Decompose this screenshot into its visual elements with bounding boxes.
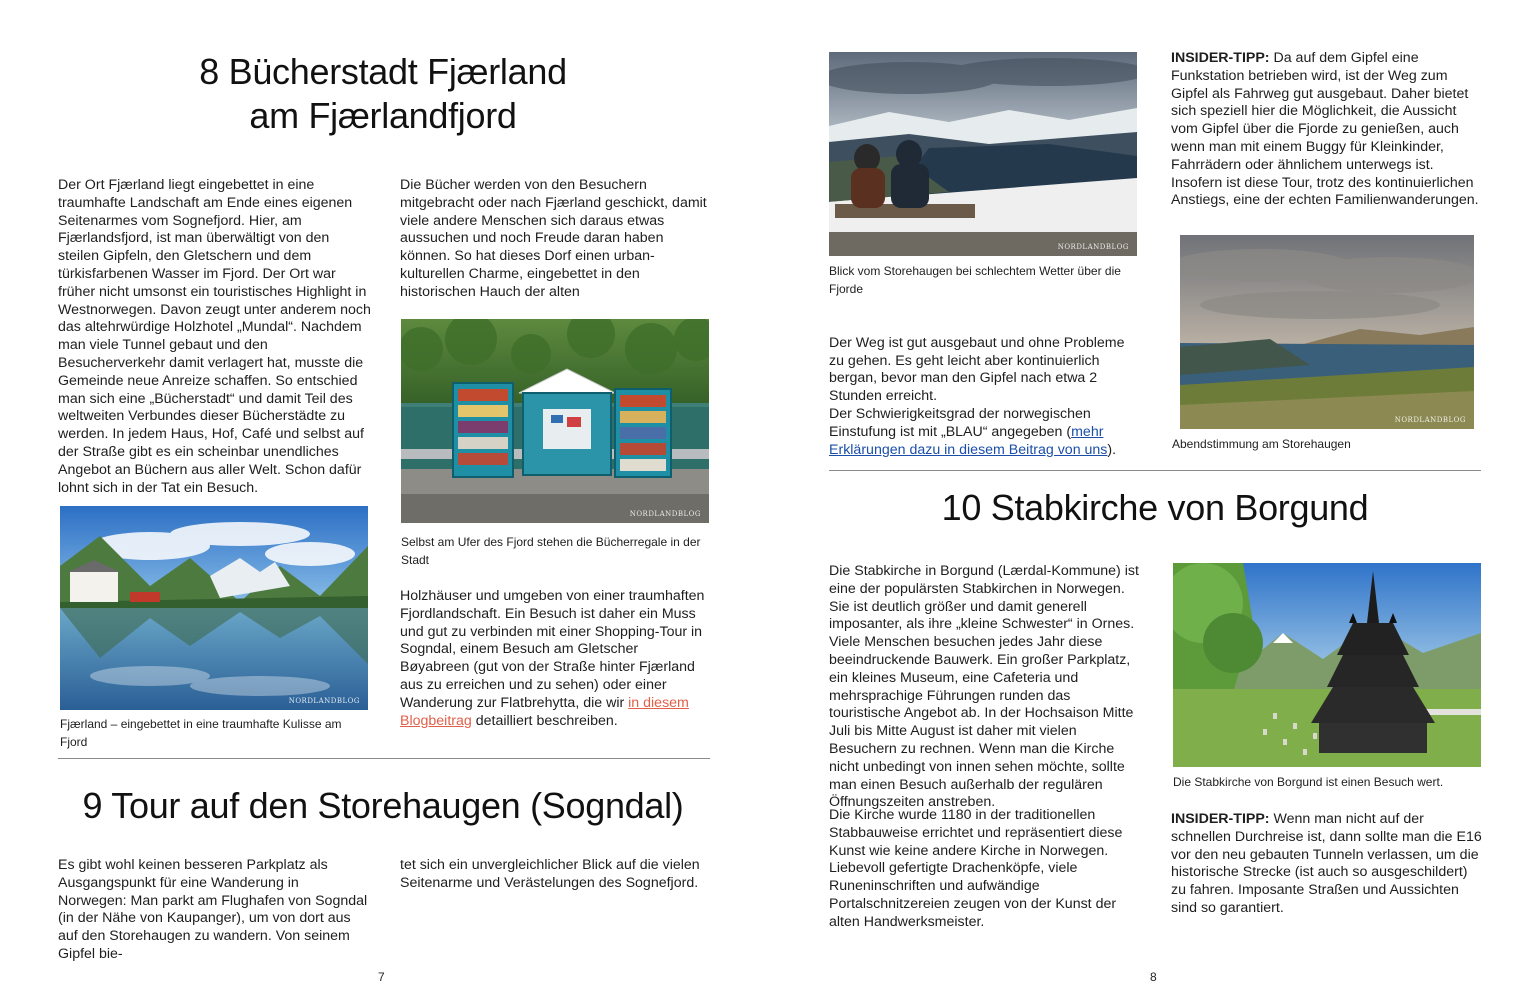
section8-col2-bottom-text [400, 588, 710, 730]
insider-tip-1-label: INSIDER-TIPP: [1171, 50, 1270, 66]
section10-paragraph-1: Die Stabkirche in Borgund (Lærdal-Kommune) ist eine der populärsten Stabkirchen in Norwegen. Sie ist deutlich größer und damit generell imposanter, als ihre „kleine Schwester“ in Ornes. Viele Menschen besuchen jedes Jahr diese beeindruckende Bauwerk. Ein großer Parkplatz, ein kleines Museum, eine Cafeteria und mehrsprachige Führungen runden das touristische Angebot ab. In der Hochsaison Mitte Juli bis Mitte August ist daher mit vielen Besuchern zu rechnen. Wenn man die Kirche nicht unbedingt von innen sehen möchte, sollte man einen Besuch außerhalb der regulären Öffnungszeiten anstreben. [829, 563, 1139, 811]
fjaerland-photo [60, 506, 368, 710]
bookshelf-caption: Selbst am Ufer des Fjord stehen die Bücherregale in der Stadt [401, 535, 701, 567]
section8-col2-bottom-before: Holzhäuser und umgeben von einer traumhaften Fjordlandschaft. Ein Besuch ist daher ein Muss und gut zu verbinden mit einer Shopping-Tour in Sogndal, einem Besuch am Gletscher Bøyabreen (gut von der Straße hinter Fjærland aus zu erreichen und zu sehen) oder einer Wanderung zur Flatbrehytta, die wir [400, 588, 705, 711]
blog-post-link[interactable]: in diesem Blogbeitrag [400, 694, 689, 729]
stave-church-photo [1173, 563, 1481, 767]
watermark-logo: NORDLANDBLOG [1057, 243, 1129, 251]
storehaugen-photo [829, 52, 1137, 256]
section9-col1-text: Es gibt wohl keinen besseren Parkplatz als Ausgangspunkt für eine Wanderung in Norwegen: Man parkt am Flughafen von Sogndal (in der Nähe von Kaupanger), um von dort aus auf den Storehaugen zu wandern. Von seinem Gipfel bie- [58, 857, 368, 962]
insider-tip-2 [1171, 811, 1483, 918]
watermark-logo: NORDLANDBLOG [288, 697, 360, 705]
section8-col1-text: Der Ort Fjærland liegt eingebettet in eine traumhafte Landschaft am Ende eines eigenen Seitenarmes vom Sognefjord. Hier, am Fjærlandsfjord, ist man überwältigt von den steilen Gipfeln, den Gletschern und dem türkisfarbenen Wasser im Fjord. Der Ort war früher nicht umsonst ein touristisches Highlight in Westnorwegen. Davon zeugt unter anderem noch das altehrwürdige Holzhotel „Mundal“. Nachdem man viele Tunnel gebaut und den Besucherverkehr damit verlagert hat, musste die Gemeinde neue Anreize schaffen. So entschied man sich eine „Bücherstadt“ und damit Teil des weltweiten Verbundes dieser Bücherstädte zu werden. In jedem Haus, Hof, Café und selbst auf der Straße gibt es ein scheinbar unendliches Angebot an Büchern aus aller Welt. Schon dafür lohnt sich in der Tat ein Besuch. [58, 177, 371, 496]
more-explanations-link[interactable]: mehr Erklärungen dazu in diesem Beitrag von uns [829, 423, 1108, 458]
section9-col2-text: tet sich ein unvergleichlicher Blick auf die vielen Seitenarme und Verästelungen des Sognefjord. [400, 857, 700, 891]
stave-church-caption: Die Stabkirche von Borgund ist einen Besuch wert. [1173, 775, 1444, 789]
way-text-after: ). [1107, 441, 1117, 458]
storehaugen-caption: Blick vom Storehaugen bei schlechtem Wetter über die Fjorde [829, 264, 1121, 296]
section8-col2-bottom-after: detailliert beschreiben. [471, 712, 618, 729]
insider-tip-1 [1171, 50, 1487, 210]
insider-tip-2-text: Wenn man nicht auf der schnellen Durchreise ist, dann sollte man die E16 vor den neu gebauten Tunneln verlassen, um die historische Strecke (ist auch so ausgeschildert) zu fahren. Imposante Straßen und Aussichten sind so garantiert. [1171, 811, 1482, 916]
way-description-text [829, 317, 1139, 459]
evening-photo [1180, 235, 1474, 429]
section10-paragraph-2: Die Kirche wurde 1180 in der traditionellen Stabbauweise errichtet und repräsentiert diese Kunst wie keine andere Kirche in Norwegen. Liebevoll gefertigte Drachenköpfe, viele Runeninschriften und aufwändige Portalschnitzereien zeugen von der Kunst der alten Handwerksmeister. [829, 807, 1123, 930]
section8-title-line1: 8 Bücherstadt Fjærland [199, 51, 567, 92]
evening-caption: Abendstimmung am Storehaugen [1172, 437, 1351, 451]
page-number-left: 7 [378, 970, 385, 984]
bookshelf-photo [401, 319, 709, 523]
section8-col2-top-text: Die Bücher werden von den Besuchern mitgebracht oder nach Fjærland geschickt, damit viele andere Menschen sich daraus etwas aussuchen und noch Freude daran haben können. So hat dieses Dorf einen urban-kulturellen Charme, eingebettet in den historischen Hauch der alten [400, 177, 707, 300]
section8-title [60, 50, 706, 138]
section10-title: 10 Stabkirche von Borgund [941, 487, 1369, 528]
section9-title: 9 Tour auf den Storehaugen (Sogndal) [82, 785, 684, 826]
way-text-before: Der Weg ist gut ausgebaut und ohne Probleme zu gehen. Es geht leicht aber kontinuierlich bergan, bevor man den Gipfel nach etwa 2 Stunden erreicht. Der Schwierigkeitsgrad der norwegischen Einstufung ist mit „BLAU“ angegeben ( [829, 334, 1125, 440]
insider-tip-2-label: INSIDER-TIPP: [1171, 811, 1270, 827]
fjaerland-caption: Fjærland – eingebettet in eine traumhafte Kulisse am Fjord [60, 717, 342, 749]
insider-tip-1-text: Da auf dem Gipfel eine Funkstation betrieben wird, ist der Weg zum Gipfel als Fahrweg gut ausgebaut. Daher bietet sich speziell hier die Möglichkeit, die Aussicht vom Gipfel über die Fjorde zu genießen, auch wenn man mit einem Buggy für Kleinkinder, Fahrrädern oder ähnlichem unterwegs ist. Insofern ist diese Tour, trotz des kontinuierlichen Anstiegs, eine der echten Familienwanderungen. [1171, 50, 1479, 209]
page-number-right: 8 [1150, 970, 1157, 984]
section8-title-line2: am Fjærlandfjord [249, 95, 517, 136]
section-divider [58, 758, 710, 759]
watermark-logo: NORDLANDBLOG [629, 510, 701, 518]
watermark-logo: NORDLANDBLOG [1394, 416, 1466, 424]
section-divider [829, 470, 1481, 471]
